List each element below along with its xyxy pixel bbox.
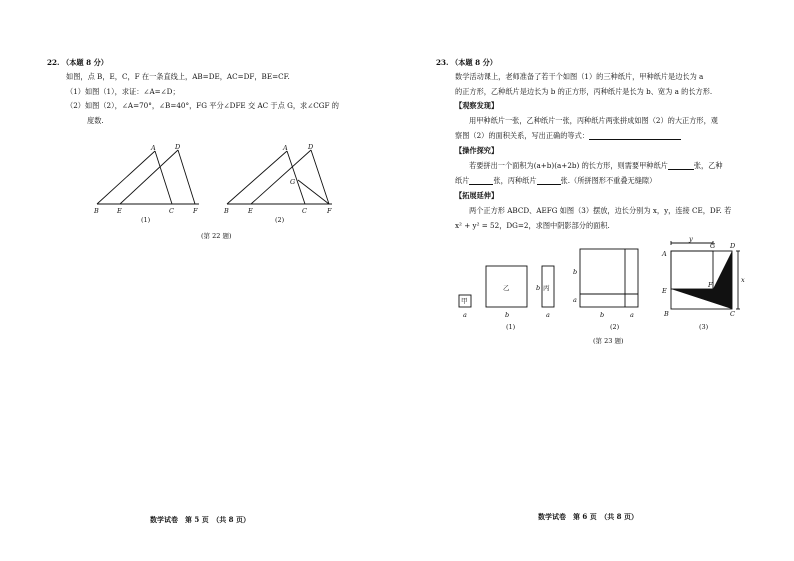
q23-fig3-caption: (3)	[699, 323, 709, 331]
q22-fig2-caption: (2)	[275, 216, 285, 224]
right-page	[397, 0, 794, 561]
q22-given: 如图，点 B，E，C，F 在一条直线上，AB=DE，AC=DF，BE=CF.	[66, 72, 290, 81]
svg-text:A: A	[283, 144, 288, 152]
svg-text:B: B	[664, 310, 669, 318]
svg-text:C: C	[730, 310, 735, 318]
q22-part2-line1: （2）如图（2），∠A=70°，∠B=40°，FG 平分∠DFE 交 AC 于点 G，求∠CGF 的	[66, 101, 339, 110]
left-footer: 数学试卷 第 5 页 （共 8 页）	[150, 515, 250, 524]
svg-text:A: A	[151, 144, 156, 152]
svg-text:C: C	[169, 207, 174, 215]
q23-figure-caption: (第 23 题)	[593, 337, 624, 345]
svg-text:a: a	[463, 311, 467, 319]
svg-text:C: C	[302, 207, 307, 215]
svg-text:a: a	[630, 311, 634, 319]
label-bing: 丙	[543, 284, 550, 292]
svg-text:b: b	[573, 268, 578, 276]
q23-section-observe: 【观察发现】	[455, 101, 499, 110]
q23-fig1-caption: (1)	[506, 323, 516, 331]
svg-text:y: y	[689, 235, 693, 243]
q23-intro-line2: 的正方形，乙种纸片是边长为 b 的正方形，丙种纸片是长为 b、宽为 a 的长方形.	[455, 87, 713, 96]
svg-text:B: B	[94, 207, 99, 215]
q23-fig2-caption: (2)	[610, 323, 620, 331]
q23-intro-line1: 数学活动课上，老师准备了若干个如图（1）的三种纸片，甲种纸片是边长为 a	[455, 72, 704, 81]
q22-fig1-caption: (1)	[141, 216, 151, 224]
q23-observe-line1: 用甲种纸片一张，乙种纸片一张，丙种纸片两张拼成如图（2）的大正方形，观	[469, 116, 718, 125]
label-yi: 乙	[503, 284, 510, 292]
q23-operate-line2: 纸片 张，丙种纸片 张.（所拼图形不重叠无缝隙）	[455, 176, 657, 185]
svg-text:b: b	[536, 284, 541, 292]
svg-text:a: a	[573, 296, 577, 304]
svg-text:G: G	[290, 178, 296, 186]
q23-operate-line1: 若要拼出一个面积为(a+b)(a+2b) 的长方形，则需要甲种纸片 张，乙种	[469, 161, 723, 170]
svg-text:D: D	[730, 242, 736, 250]
svg-text:G: G	[710, 242, 716, 250]
svg-text:E: E	[117, 207, 122, 215]
svg-text:F: F	[327, 207, 332, 215]
svg-text:B: B	[224, 207, 229, 215]
svg-text:D: D	[175, 143, 181, 151]
q23-section-extend: 【拓展延伸】	[455, 191, 499, 200]
q22-figure-caption: (第 22 题)	[201, 232, 232, 240]
q23-observe-line2: 察图（2）的面积关系，写出正确的等式：	[455, 131, 681, 140]
q23-heading: 23. （本题 8 分）	[436, 58, 497, 67]
svg-text:A: A	[662, 250, 667, 258]
svg-text:D: D	[308, 143, 314, 151]
svg-text:x: x	[741, 276, 745, 284]
svg-text:a: a	[546, 311, 550, 319]
q23-section-operate: 【操作探究】	[455, 146, 499, 155]
right-footer: 数学试卷 第 6 页 （共 8 页）	[538, 512, 638, 521]
svg-text:E: E	[248, 207, 253, 215]
svg-text:b: b	[505, 311, 510, 319]
q22-part2-line2: 度数.	[87, 116, 104, 125]
svg-text:F: F	[193, 207, 198, 215]
q23-extend-line2: x² + y² = 52，DG=2，求图中阴影部分的面积.	[455, 221, 610, 230]
q23-extend-line1: 两个正方形 ABCD、AEFG 如图（3）摆放，边长分别为 x，y，连接 CE，DF. 若	[469, 206, 732, 215]
svg-text:F: F	[708, 281, 713, 289]
q23-figure-3	[397, 0, 794, 561]
svg-text:b: b	[600, 311, 605, 319]
svg-text:E: E	[662, 287, 667, 295]
label-jia: 甲	[461, 297, 468, 305]
q22-heading: 22. （本题 8 分）	[47, 58, 108, 67]
q22-part1: （1）如图（1），求证：∠A=∠D；	[66, 87, 180, 96]
